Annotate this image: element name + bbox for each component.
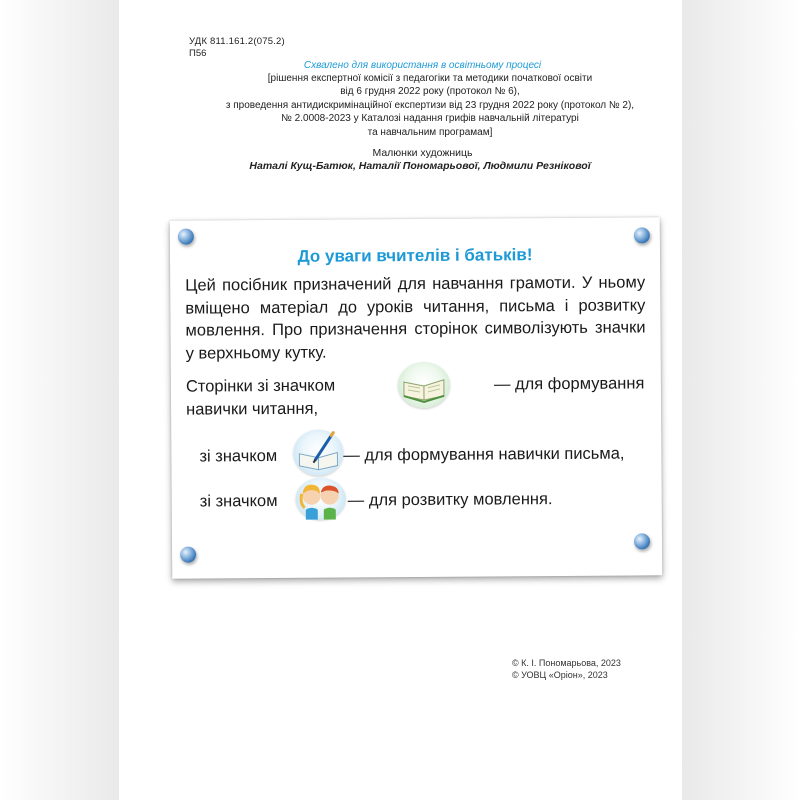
author-code: П56 — [189, 48, 207, 59]
pushpin-icon — [634, 533, 650, 549]
copyright-publisher: © УОВЦ «Оріон», 2023 — [512, 670, 608, 680]
reading-suffix: — для формування — [493, 374, 645, 394]
decision-line: № 2.0008-2023 у Каталозі надання грифів навчальній літературі — [281, 113, 579, 125]
intro-paragraph: Цей посібник призначений для навчання грамоти. У ньому вміщено матеріал до уроків читання, письма і розвитку мовлення. Про призначення сторінок символізують значки у верхньому кутку. — [185, 273, 646, 363]
page-shadow-right — [682, 0, 800, 800]
page-shadow-left — [0, 0, 119, 800]
pushpin-icon — [634, 227, 650, 243]
pushpin-icon — [178, 229, 194, 245]
writing-suffix: — для формування навички письма, — [343, 444, 625, 465]
book-with-pen-icon — [293, 430, 343, 476]
pushpin-icon — [180, 547, 196, 563]
speech-prefix: зі значком — [199, 491, 278, 511]
card-title: До уваги вчителів і батьків! — [297, 245, 533, 266]
open-book-icon — [398, 362, 450, 408]
artists-label: Малюнки художниць — [372, 147, 473, 159]
copyright-author: © К. І. Пономарьова, 2023 — [512, 658, 621, 668]
decision-line: та навчальним програмам] — [367, 126, 493, 138]
decision-line: з проведення антидискримінаційної експертизи від 23 грудня 2022 року (протокол № 2), — [225, 99, 635, 111]
reading-line2: навички читання, — [186, 399, 319, 419]
decision-text — [220, 72, 640, 139]
writing-prefix: зі значком — [199, 446, 278, 466]
decision-line: від 6 грудня 2022 року (протокол № 6), — [340, 86, 520, 98]
speech-suffix: — для розвитку мовлення. — [347, 490, 553, 510]
notice-card — [170, 217, 662, 578]
two-children-talking-icon — [296, 477, 346, 519]
approval-note: Схвалено для використання в освітньому процесі — [303, 60, 542, 71]
reading-prefix: Сторінки зі значком — [185, 376, 336, 396]
decision-line: [рішення експертної комісії з педагогіки та методики початкової освіти — [267, 73, 593, 84]
udk-classification: УДК 811.161.2(075.2) — [189, 36, 285, 47]
artists-names: Наталі Кущ-Батюк, Наталії Пономарьової, Людмили Резнікової — [249, 160, 591, 172]
